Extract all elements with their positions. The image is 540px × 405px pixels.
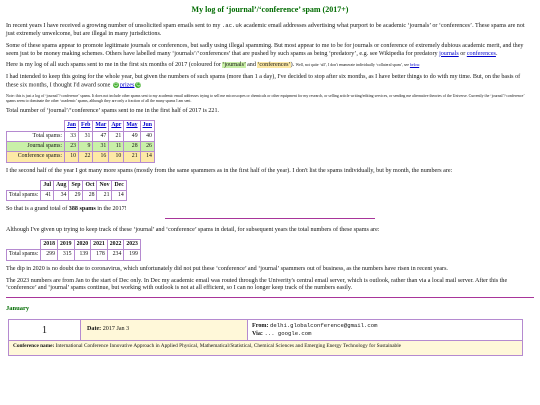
journals-highlight: ‘journals’: [222, 62, 246, 69]
page-title: My log of ‘journal’/‘conference’ spam (2017+): [191, 5, 349, 14]
divider: [165, 218, 375, 219]
below-link[interactable]: below: [409, 63, 420, 68]
grand-total-value: 388 spams: [68, 206, 96, 213]
smiley-icon: ☺: [135, 82, 142, 89]
table-header-row: [7, 121, 155, 131]
table-header-row: 2018 2019 2020 2021 2022 2023: [7, 240, 141, 250]
intro-paragraph-1: In recent years I have received a growing number of unsolicited spam emails sent to my .ac.uk academic email addresses advertising what purport to be academic ‘journals’ or ‘conferences’. These spams are not just extremely unwelcome, but are illegal in many jurisdictions.: [6, 22, 525, 38]
entry-date: Date: 2017 Jan 3: [81, 320, 248, 340]
table-row: Conference spams: 10 22 16 10 21 14: [7, 152, 155, 162]
total-line: Total number of ‘journal’/‘conference’ spams sent to me in the first half of 2017 is 221.: [6, 108, 220, 115]
final-paragraph: The 2023 numbers are from Jan to the start of Dec only. In Dec my academic email was routed through the Univerity's central email server, which is outlook, rather than via a local mail server. After this the ‘conference’ and ‘journal’ spams continue, but working with outlook is not at all efficient, so I can no longer keep track of the numbers easily.: [6, 277, 508, 292]
table-row: Total spams: 33 31 47 21 49 40: [7, 131, 155, 141]
entry-conference-name: Conference name: International Conference Innovative Approach in Applied Physical, Mathematical/Statistical, Chemical Sciences and Emerging Energy Technology for Sustainable: [9, 341, 522, 355]
table-row: Journal spams: 23 9 31 11 28 26: [7, 141, 155, 151]
entry-number: 1: [9, 320, 81, 340]
conferences-highlight: ‘conferences’: [257, 62, 291, 69]
first-half-table: [6, 120, 155, 163]
section-heading-january: January: [6, 305, 30, 313]
entry-from: From: delhi.globalconference@gmail.com Via: ... google.com: [252, 321, 378, 338]
month-header[interactable]: Jun: [140, 121, 154, 131]
note-paragraph: Note: this is just a log of ‘journal’/‘conference’ spams. It does not include other spams sent to my academic email addresses trying to sell me microscopes or chemicals or other equipment for my research, or selling article writing/editing services, or sending me alternative theories of the Universe. Currently the ‘journal’/‘conference’ spams seem to dominate the other ‘academic’ spams, although they are only a fraction of all the many spams I am sent.: [6, 94, 525, 104]
later-years-paragraph: Although I've given up trying to keep track of these ‘journal’ and ‘conference’ spams in detail, for subsequent years the total numbers of these spams are:: [6, 227, 380, 234]
intro-paragraph-2: Some of these spams appear to promote legitimate journals or conferences, but sadly using illegal spamming. But most appear to me to be for journals or conference of extremely dubious academic merit, and they seem just to be money making schemes. Others have labelled many ‘journals’/‘conferences’ that are pushed by such spams as being ‘predatory’, e.g. see Wikipedia for predatory journals or conferences.: [6, 42, 524, 57]
entry-header: [9, 320, 522, 341]
divider: [6, 297, 534, 298]
month-header[interactable]: Apr: [109, 121, 124, 131]
domain-text: .ac.uk: [221, 22, 243, 30]
grand-total-line: So that is a grand total of 388 spams in the 2017!: [6, 206, 127, 213]
second-half-table: [6, 180, 127, 202]
table-row: Total spams: 41 34 29 28 21 14: [7, 191, 127, 201]
prizes-link[interactable]: prizes: [119, 82, 135, 89]
second-half-paragraph: I the second half of the year I got many more spams (mostly from the same spammers as in the first half of the year). I don't list the spams individually, but by month, the numbers are:: [6, 167, 453, 174]
spam-entry: [8, 319, 523, 356]
intro-paragraph-4: I had intended to keep this going for the whole year, but given the numbers of such spams (more than 1 a day), I've decided to stop after six months, as I have better things to do with my time. But, on the basis of these six months, I thought I'd award some ☺prizes☺: [6, 74, 521, 89]
later-years-table: [6, 239, 141, 261]
smiley-icon: ☺: [113, 82, 119, 89]
month-header[interactable]: May: [124, 121, 140, 131]
month-header[interactable]: Mar: [93, 121, 109, 131]
table-header-row: Jul Aug Sep Oct Nov Dec: [7, 180, 127, 190]
month-header[interactable]: Jan: [65, 121, 79, 131]
month-header[interactable]: Feb: [79, 121, 93, 131]
conferences-link[interactable]: conferences: [466, 50, 496, 57]
journals-link[interactable]: journals: [439, 50, 459, 57]
table-row: Total spams: 299 315 139 178 234 199: [7, 250, 141, 260]
intro-paragraph-3: Here is my log of all such spams sent to me in the first six months of 2017 (coloured for ‘journals’ and ‘conferences’). Well, not quite ‘all’, I don't enumerate individually ‘collateral spam’, see below.: [6, 62, 421, 69]
dip-paragraph: The dip in 2020 is no doubt due to coronavirus, which unfortunately did not put these ‘conference’ and ‘journal’ spammers out of business, as the numbers have risen in recent years.: [6, 265, 448, 272]
